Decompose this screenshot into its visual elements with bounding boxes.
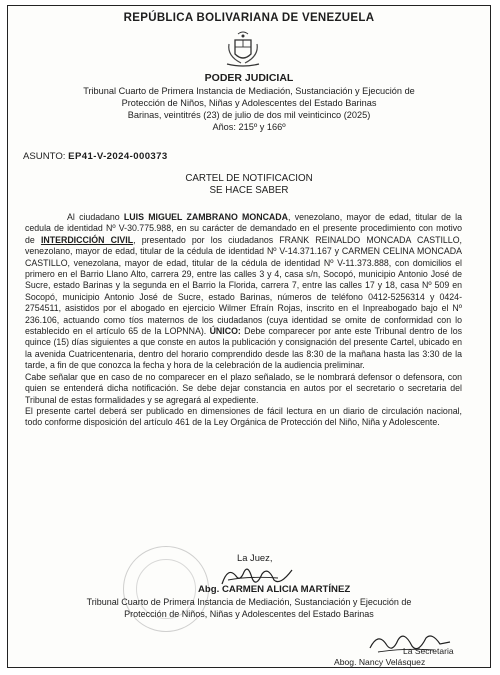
notification-body xyxy=(25,212,462,429)
judge-name: Abg. CARMEN ALICIA MARTÍNEZ xyxy=(198,584,351,595)
document-title: CARTEL DE NOTIFICACION xyxy=(185,173,313,184)
years-line: Años: 215º y 166º xyxy=(212,122,286,132)
paragraph-defensor: Cabe señalar que en caso de no comparecer en el plazo señalado, se le nombrará defensor o defensora, con quien se entenderá dicha notificación. Se debe dejar constancia en autos por el secretario o secretaria del Tribunal de estas formalidades y se agregará al expediente. xyxy=(25,371,462,405)
republic-heading: REPÚBLICA BOLIVARIANA DE VENEZUELA xyxy=(123,12,375,24)
p1-end: Debe comparecer por ante este Tribunal dentro de los quince (15) días siguientes a que conste en autos la publicación y consignación del presente Cartel, ubicado en la avenida Cuatricentenaria, dentro del horario comprendido desde las 8:30 de la mañana hasta las 3:30 de la tarde, a fin de que conozca la fecha y hora de la celebración de la audiencia preliminar. xyxy=(25,326,462,371)
signature-court-line-2: Protección de Niños, Niñas y Adolescentes del Estado Barinas xyxy=(124,608,374,619)
signature-court-line-1: Tribunal Cuarto de Primera Instancia de Mediación, Sustanciación y Ejecución de xyxy=(86,597,412,607)
paragraph-publication: El presente cartel deberá ser publicado en dimensiones de fácil lectura en un diario de circulación nacional, todo conforme disposición del artículo 461 de la Ley Orgánica de Protección del Niño, Niña y Adolescente. xyxy=(25,405,462,428)
court-header xyxy=(8,85,490,133)
venezuela-coat-of-arms-icon xyxy=(221,30,265,70)
defendant-name: LUIS MIGUEL ZAMBRANO MONCADA xyxy=(123,212,288,222)
asunto-code: EP41-V-2024-000373 xyxy=(68,151,168,162)
asunto-label: ASUNTO: xyxy=(23,151,66,162)
secretary-title: La Secretaria xyxy=(403,646,454,656)
la-juez-label: La Juez, xyxy=(237,552,273,563)
p1-rest: , presentado por los ciudadanos FRANK REINALDO MONCADA CASTILLO, venezolano, mayor de edad, titular de la cédula de identidad Nº V-14.371.167 y CARMEN CELINA MONCADA CASTILLO, venezolana, mayor de edad, titular de la cédula de identidad Nº V-11.373.888, con domicilios el primero en el Barrio Llano Alto, carrera 29, entre las calles 3 y 4, casa s/n, Socopó, municipio Antonio José de Sucre, estado Barinas y la segunda en el Barrio la Florida, carrera 7, entre las calles 17 y 18, casa Nº 509 en Socopó, municipio Antonio José de Sucre, estado Barinas, números de teléfono 0412-5256314 y 0424-2754511, asistidos por el abogado en ejercicio Wilmer Efraín Rojas, inscrito en el Inpreabogado bajo el Nº 236.106, actuando como tíos maternos de los ciudadanos (cuya identidad se omite de conformidad con lo establecido en el artículo 65 de la LOPNNA). xyxy=(25,234,462,337)
document-subtitle: SE HACE SABER xyxy=(209,185,289,196)
poder-judicial-heading: PODER JUDICIAL xyxy=(204,72,294,84)
unico-label: ÚNICO: xyxy=(209,326,241,337)
p1-intro: Al ciudadano xyxy=(67,212,124,222)
secretary-name: Abog. Nancy Velásquez xyxy=(334,657,426,667)
court-line-2: Protección de Niños, Niñas y Adolescentes del Estado Barinas xyxy=(121,98,377,108)
case-subject: INTERDICCIÓN CIVIL xyxy=(40,234,134,245)
date-line: Barinas, veintitrés (23) de julio de dos mil veinticinco (2025) xyxy=(127,110,371,120)
case-reference xyxy=(23,151,168,162)
notification-document xyxy=(7,5,491,668)
p1-mid: , venezolano, mayor de edad, titular de la cedula de identidad Nº V-30.775.988, en su carácter de demandado en el presente procedimiento con motivo de xyxy=(25,212,462,245)
court-line-1: Tribunal Cuarto de Primera Instancia de Mediación, Sustanciación y Ejecución de xyxy=(83,86,415,96)
signature-court-block xyxy=(8,597,490,620)
paragraph-summons xyxy=(25,212,462,372)
